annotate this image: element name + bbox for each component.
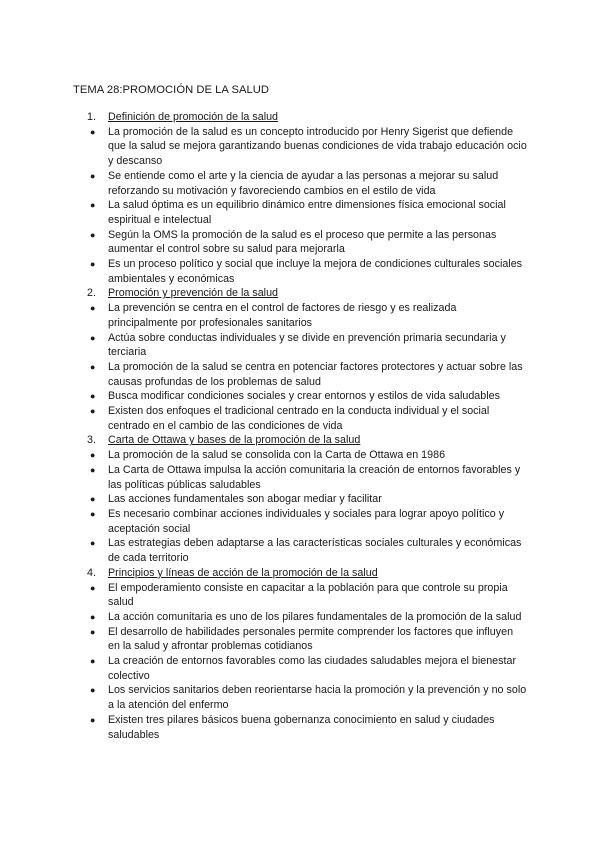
bullet-icon: ● xyxy=(90,126,96,137)
list-item-text: Se entiende como el arte y la ciencia de ayudar a las personas a mejorar su salud reforzando su motivación y favoreciendo cambios en el estilo de vida xyxy=(108,169,499,197)
list-item xyxy=(87,492,527,507)
list-item xyxy=(87,683,527,712)
list-item xyxy=(87,404,527,433)
list-item xyxy=(87,536,527,565)
list-item-text: La acción comunitaria es uno de los pilares fundamentales de la promoción de la salud xyxy=(108,610,522,623)
list-item xyxy=(87,228,527,257)
list-item-text: Es un proceso político y social que incluye la mejora de condiciones culturales sociales ambientales y económicas xyxy=(108,258,523,285)
bullet-icon: ● xyxy=(90,303,96,314)
bullet-icon: ● xyxy=(90,626,96,637)
list-item-text: Existen dos enfoques el tradicional centrado en la conducta individual y el social centrado en el cambio de las condiciones de vida xyxy=(108,405,490,432)
section-heading-text: Definición de promoción de la salud xyxy=(108,111,279,123)
bullet-icon: ● xyxy=(90,582,96,593)
bullet-icon: ● xyxy=(90,464,96,475)
section-number: 2. xyxy=(87,287,96,300)
list-item xyxy=(87,257,527,286)
section-heading xyxy=(87,566,527,581)
list-item xyxy=(87,581,527,610)
section-heading-text: Principios y líneas de acción de la promoción de la salud xyxy=(108,566,378,579)
list-item xyxy=(87,654,527,683)
list-item xyxy=(87,125,527,169)
list-item xyxy=(87,301,527,330)
section-number: 1. xyxy=(87,111,96,123)
section-number: 3. xyxy=(87,434,96,447)
list-item-text: Las acciones fundamentales son abogar mediar y facilitar xyxy=(108,493,382,506)
list-item-text: Actúa sobre conductas individuales y se divide en prevención primaria secundaria y terciaria xyxy=(108,331,506,359)
list-item-text: La promoción de la salud se centra en potenciar factores protectores y actuar sobre las causas profundas de los problemas de salud xyxy=(108,360,523,388)
list-item-text: Busca modificar condiciones sociales y crear entornos y estilos de vida saludables xyxy=(108,390,500,403)
section-heading-text: Promoción y prevención de la salud xyxy=(108,287,278,300)
list-item xyxy=(87,331,527,360)
list-item-text: La promoción de la salud se consolida con la Carta de Ottawa en 1986 xyxy=(108,449,446,462)
document-content xyxy=(87,110,527,742)
list-item-text: Las estrategias deben adaptarse a las características sociales culturales y económicas de cada territorio xyxy=(108,537,522,565)
list-item-text: La Carta de Ottawa impulsa la acción comunitaria la creación de entornos favorables y las políticas públicas saludables xyxy=(108,463,521,491)
bullet-icon: ● xyxy=(90,611,96,622)
bullet-icon: ● xyxy=(90,685,96,696)
list-item xyxy=(87,448,527,463)
list-item-text: La creación de entornos favorables como las ciudades saludables mejora el bienestar colectivo xyxy=(108,655,517,682)
bullet-icon: ● xyxy=(90,229,96,240)
bullet-icon: ● xyxy=(90,450,96,461)
list-item-text: La promoción de la salud es un concepto introducido por Henry Sigerist que defiende que la salud se mejora garantizando buenas condiciones de vida trabajo educación ocio y descanso xyxy=(108,125,527,168)
list-item-text: El empoderamiento consiste en capacitar a la población para que controle su propia salud xyxy=(108,581,508,609)
list-item-text: La prevención se centra en el control de factores de riesgo y es realizada principalmente por profesionales sanitarios xyxy=(108,302,457,329)
list-item xyxy=(87,713,527,742)
bullet-icon: ● xyxy=(90,714,96,725)
list-item xyxy=(87,360,527,389)
section-heading-text: Carta de Ottawa y bases de la promoción de la salud xyxy=(108,434,361,447)
bullet-icon: ● xyxy=(90,170,96,181)
bullet-icon: ● xyxy=(90,200,96,211)
section-heading xyxy=(87,433,527,448)
list-item xyxy=(87,463,527,492)
bullet-icon: ● xyxy=(90,259,96,270)
bullet-icon: ● xyxy=(90,391,96,402)
section-heading xyxy=(87,110,527,125)
bullet-icon: ● xyxy=(90,332,96,343)
bullet-icon: ● xyxy=(90,494,96,505)
section-heading xyxy=(87,286,527,301)
list-item xyxy=(87,198,527,227)
list-item-text: Existen tres pilares básicos buena gobernanza conocimiento en salud y ciudades saludables xyxy=(108,713,495,741)
section-number: 4. xyxy=(87,566,96,579)
list-item xyxy=(87,610,527,625)
list-item-text: Es necesario combinar acciones individuales y sociales para lograr apoyo político y aceptación social xyxy=(108,507,505,535)
list-item-text: Según la OMS la promoción de la salud es el proceso que permite a las personas aumentar el control sobre su salud para mejorarla xyxy=(108,228,497,256)
list-item xyxy=(87,169,527,198)
bullet-icon: ● xyxy=(90,656,96,667)
document-title: TEMA 28:PROMOCIÓN DE LA SALUD xyxy=(73,84,270,96)
list-item xyxy=(87,625,527,654)
list-item xyxy=(87,507,527,536)
list-item-text: El desarrollo de habilidades personales permite comprender los factores que influyen en la salud y afrontar problemas cotidianos xyxy=(108,625,514,653)
list-item-text: La salud óptima es un equilibrio dinámico entre dimensiones física emocional social espiritual e intelectual xyxy=(108,199,506,226)
bullet-icon: ● xyxy=(90,361,96,372)
bullet-icon: ● xyxy=(90,538,96,549)
bullet-icon: ● xyxy=(90,406,96,417)
bullet-icon: ● xyxy=(90,508,96,519)
list-item-text: Los servicios sanitarios deben reorientarse hacia la promoción y la prevención y no solo a la atención del enfermo xyxy=(108,684,527,712)
list-item xyxy=(87,389,527,404)
